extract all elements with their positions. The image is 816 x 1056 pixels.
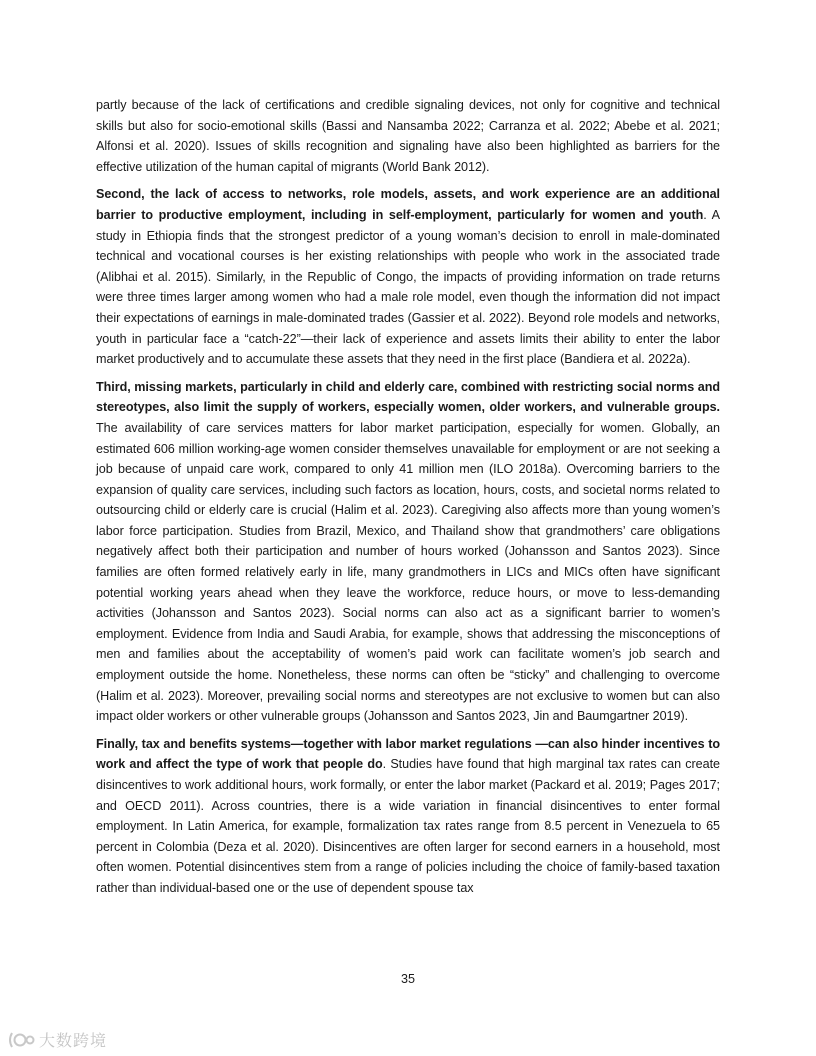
paragraph-text: . Studies have found that high marginal tax rates can create disincentives to work additional hours, work formally, or enter the labor market (Packard et al. 2019; Pages 2017; and OECD 2011). Across countries, there is a wide variation in financial disincentives to enter formal employment. In Latin America, for example, formalization tax rates range from 8.5 percent in Venezuela to 65 percent in Colombia (Deza et al. 2020). Disincentives are often larger for second earners in a household, most often women. Potential disincentives stem from a range of policies including the choice of family-based taxation rather than individual-based one or the use of dependent spouse tax: [96, 757, 720, 895]
watermark-text: 大数跨境: [39, 1031, 108, 1050]
paragraph-lead: Third, missing markets, particularly in child and elderly care, combined with restricting social norms and stereotypes, also limit the supply of workers, especially women, older workers, and vulnerable groups.: [96, 379, 720, 415]
document-body: [96, 95, 720, 906]
paragraph-lead: Finally, tax and benefits systems—together with labor market regulations —can also hinder incentives to work and affect the type of work that people do: [96, 736, 720, 772]
watermark: [6, 1028, 107, 1051]
watermark-logo-icon: [6, 1029, 36, 1051]
paragraph-text: . A study in Ethiopia finds that the strongest predictor of a young woman’s decision to enroll in male-dominated technical and vocational courses is her existing relationships with people who work in the associated trade (Alibhai et al. 2015). Similarly, in the Republic of Congo, the impacts of providing information on trade returns were three times larger among women who had a male role model, even though the information did not impact their expectations of earnings in male-dominated trades (Gassier et al. 2022). Beyond role models and networks, youth in particular face a “catch-22”—their lack of experience and assets limits their ability to enter the labor market productively and to accumulate these assets that they need in the first place (Bandiera et al. 2022a).: [96, 207, 720, 367]
paragraph-networks-role-models: [96, 184, 720, 369]
paragraph-care-markets-norms: [96, 377, 720, 727]
paragraph-text: The availability of care services matters for labor market participation, especially for women. Globally, an estimated 606 million working-age women consider themselves unavailable for employment or are not seeking a job because of unpaid care work, compared to only 41 million men (ILO 2018a). Overcoming barriers to the expansion of quality care services, including such factors as location, hours, costs, and societal norms related to outsourcing child or elderly care is crucial (Halim et al. 2023). Caregiving also affects more than young women’s labor force participation. Studies from Brazil, Mexico, and Thailand show that grandmothers’ care obligations negatively affect both their participation and number of hours worked (Johansson and Santos 2023). Since families are often formed relatively early in life, many grandmothers in LICs and MICs often have significant potential working years ahead when they leave the workforce, reduce hours, or move to less-demanding activities (Johansson and Santos 2023). Social norms can also act as a significant barrier to women’s employment. Evidence from India and Saudi Arabia, for example, shows that addressing the misconceptions of men and families about the acceptability of women’s paid work can facilitate women’s job search and employment outside the home. Nonetheless, these norms can often be “sticky” and challenging to overcome (Halim et al. 2023). Moreover, prevailing social norms and stereotypes are not exclusive to women but can also impact older workers or other vulnerable groups (Johansson and Santos 2023, Jin and Baumgartner 2019).: [96, 420, 720, 724]
page-number: 35: [400, 972, 415, 986]
paragraph-tax-benefits: [96, 734, 720, 899]
paragraph-text: partly because of the lack of certifications and credible signaling devices, not only for cognitive and technical skills but also for socio-emotional skills (Bassi and Nansamba 2022; Carranza et al. 2022; Abebe et al. 2021; Alfonsi et al. 2020). Issues of skills recognition and signaling have also been highlighted as barriers for the effective utilization of the human capital of migrants (World Bank 2012).: [96, 98, 720, 174]
paragraph-lead: Second, the lack of access to networks, role models, assets, and work experience are an additional barrier to productive employment, including in self-employment, particularly for women and youth: [96, 187, 720, 222]
paragraph-skills-signaling: [96, 95, 720, 177]
